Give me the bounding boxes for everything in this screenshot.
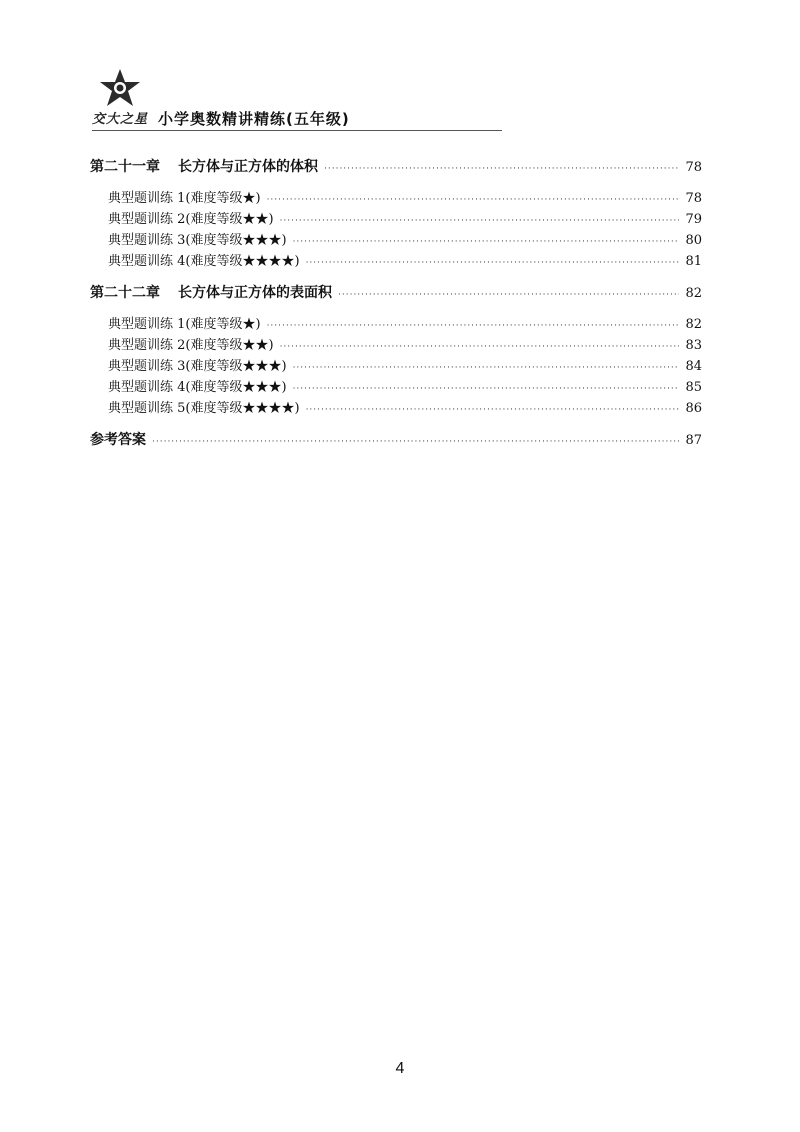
table-of-contents bbox=[90, 150, 702, 457]
toc-item[interactable] bbox=[90, 188, 702, 209]
header-divider bbox=[92, 130, 502, 131]
item-page: 83 bbox=[685, 338, 702, 353]
item-label: 典型题训练 1(难度等级★) bbox=[108, 191, 261, 206]
dot-leader bbox=[293, 358, 680, 379]
item-page: 84 bbox=[685, 359, 702, 374]
dot-leader bbox=[267, 316, 680, 337]
toc-item[interactable] bbox=[90, 398, 702, 419]
chapter-page: 82 bbox=[685, 286, 702, 301]
chapter-page: 78 bbox=[685, 160, 702, 175]
item-page: 78 bbox=[685, 191, 702, 206]
dot-leader bbox=[152, 425, 679, 459]
dot-leader bbox=[338, 278, 679, 312]
item-label: 典型题训练 3(难度等级★★★) bbox=[108, 359, 287, 374]
chapter-number: 第二十二章 bbox=[90, 285, 160, 301]
toc-item[interactable] bbox=[90, 209, 702, 230]
item-label: 典型题训练 5(难度等级★★★★) bbox=[108, 401, 300, 416]
dot-leader bbox=[306, 253, 680, 274]
page-header bbox=[92, 68, 502, 132]
item-label: 典型题训练 4(难度等级★★★★) bbox=[108, 254, 300, 269]
chapter-title: 长方体与正方体的体积 bbox=[178, 159, 318, 175]
item-label: 典型题训练 2(难度等级★★) bbox=[108, 338, 274, 353]
dot-leader bbox=[267, 190, 680, 211]
item-page: 85 bbox=[685, 380, 702, 395]
chapter-title: 长方体与正方体的表面积 bbox=[178, 285, 332, 301]
item-label: 典型题训练 2(难度等级★★) bbox=[108, 212, 274, 227]
dot-leader bbox=[293, 232, 680, 253]
toc-item[interactable] bbox=[90, 335, 702, 356]
dot-leader bbox=[306, 400, 680, 421]
chapter-number: 第二十一章 bbox=[90, 159, 160, 175]
toc-item[interactable] bbox=[90, 251, 702, 272]
item-page: 82 bbox=[685, 317, 702, 332]
item-page: 86 bbox=[685, 401, 702, 416]
toc-chapter-21[interactable] bbox=[90, 150, 702, 184]
dot-leader bbox=[293, 379, 680, 400]
toc-item[interactable] bbox=[90, 314, 702, 335]
dot-leader bbox=[324, 152, 679, 186]
toc-chapter-22[interactable] bbox=[90, 276, 702, 310]
book-title: 小学奥数精讲精练(五年级) bbox=[158, 110, 350, 128]
toc-item[interactable] bbox=[90, 377, 702, 398]
toc-item[interactable] bbox=[90, 230, 702, 251]
item-page: 80 bbox=[685, 233, 702, 248]
item-label: 典型题训练 3(难度等级★★★) bbox=[108, 233, 287, 248]
logo-text: 交大之星 bbox=[92, 112, 149, 127]
item-label: 典型题训练 1(难度等级★) bbox=[108, 317, 261, 332]
toc-item[interactable] bbox=[90, 356, 702, 377]
dot-leader bbox=[280, 337, 680, 358]
star-logo-icon bbox=[98, 68, 142, 108]
item-label: 典型题训练 4(难度等级★★★) bbox=[108, 380, 287, 395]
logo bbox=[92, 68, 154, 128]
answers-page: 87 bbox=[685, 433, 702, 448]
toc-answers[interactable] bbox=[90, 423, 702, 457]
answers-title: 参考答案 bbox=[90, 432, 146, 448]
item-page: 81 bbox=[685, 254, 702, 269]
dot-leader bbox=[280, 211, 680, 232]
page-number: 4 bbox=[395, 1060, 405, 1077]
item-page: 79 bbox=[685, 212, 702, 227]
